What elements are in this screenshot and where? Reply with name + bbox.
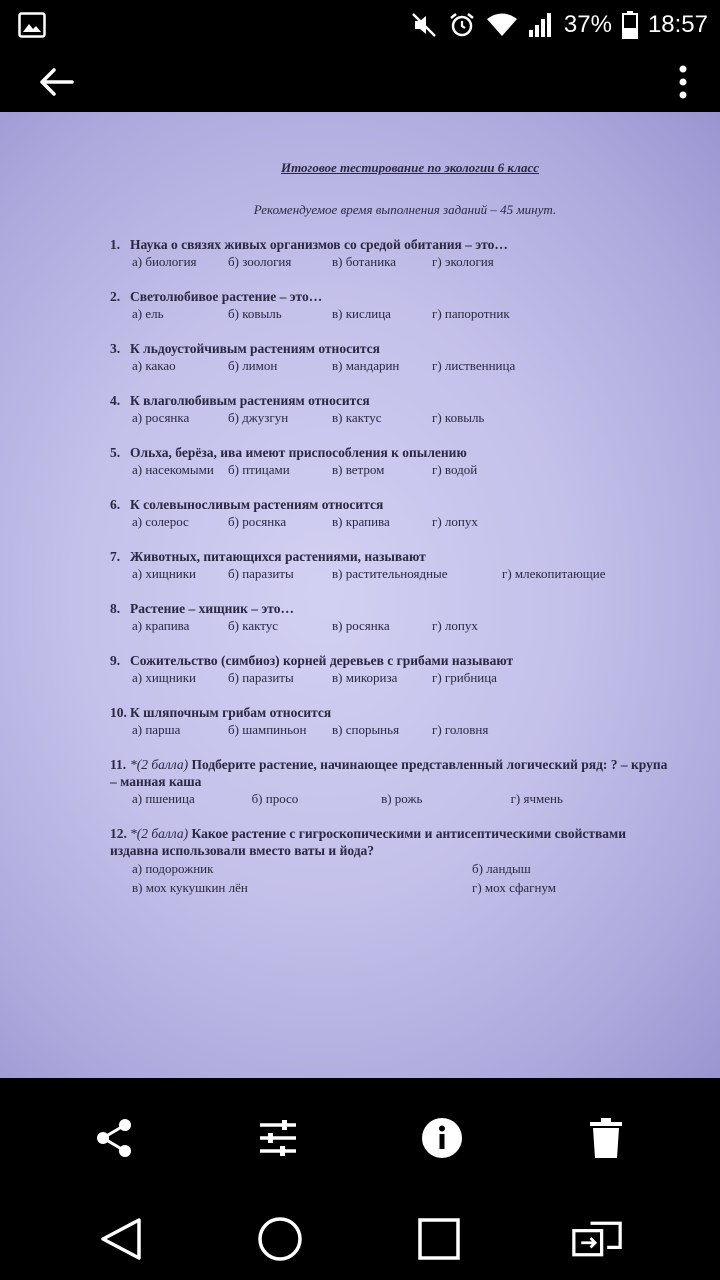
question-text [110, 548, 670, 565]
question-number: 1. [110, 237, 121, 252]
answer-option: в) рожь [381, 791, 423, 806]
mute-icon [410, 11, 438, 39]
nav-home-button[interactable] [255, 1214, 305, 1264]
more-vert-icon [678, 64, 688, 100]
question-number: 3. [110, 341, 121, 356]
answer-options [110, 565, 670, 582]
question-number: 5. [110, 445, 121, 460]
delete-button[interactable] [582, 1114, 630, 1162]
question-number: 12. [110, 826, 127, 841]
answer-option: г) млекопитающие [502, 566, 606, 581]
question-text [110, 652, 670, 669]
document-title: Итоговое тестирование по экологии 6 класс [281, 160, 539, 175]
answer-option: а) крапива [132, 618, 190, 633]
question-number: 4. [110, 393, 121, 408]
answer-option: а) насекомыми [132, 462, 214, 477]
answer-option: г) ковыль [432, 410, 485, 425]
question-body: Растение – хищник – это… [130, 601, 294, 616]
answer-option: в) кактус [332, 410, 382, 425]
question-3 [110, 340, 670, 374]
question-points: *(2 балла) [130, 826, 189, 841]
question-body: Животных, питающихся растениями, называют [130, 549, 426, 564]
answer-option: а) биология [132, 254, 197, 269]
question-text [110, 825, 670, 859]
answer-option: а) хищники [132, 566, 197, 581]
question-text [110, 340, 670, 357]
question-body: К шляпочным грибам относится [130, 705, 332, 720]
tune-icon [258, 1119, 298, 1157]
answer-option: г) ячмень [510, 791, 563, 806]
question-1 [110, 236, 670, 270]
answer-option: в) ботаника [332, 254, 397, 269]
question-text [110, 756, 670, 790]
answer-option: б) паразиты [228, 566, 294, 581]
question-text [110, 444, 670, 461]
document [110, 160, 670, 915]
question-number: 11. [110, 757, 127, 772]
photo-action-bar [0, 1078, 720, 1196]
question-body: Ольха, берёза, ива имеют приспособления к опылению [130, 445, 467, 460]
question-text [110, 704, 670, 721]
switch-apps-icon [572, 1220, 622, 1258]
clock: 18:57 [647, 11, 708, 38]
document-subtitle: Рекомендуемое время выполнения заданий – 45 минут. [253, 202, 557, 217]
test-sheet-photo [0, 112, 720, 1078]
image-icon [18, 12, 46, 38]
answer-option: а) хищники [132, 670, 197, 685]
answer-options [110, 859, 670, 897]
answer-option: в) микориза [332, 670, 398, 685]
answer-option: а) парша [132, 722, 181, 737]
answer-option: г) лопух [432, 618, 478, 633]
answer-option: в) росянка [332, 618, 390, 633]
question-7 [110, 548, 670, 582]
answer-option: а) подорожник [132, 861, 214, 876]
arrow-back-icon [38, 67, 74, 97]
signal-icon [528, 12, 554, 38]
question-number: 10. [110, 705, 127, 720]
answer-option: в) крапива [332, 514, 390, 529]
question-number: 9. [110, 653, 121, 668]
answer-options [110, 790, 670, 807]
answer-option: б) паразиты [228, 670, 294, 685]
nav-recents-button[interactable] [414, 1214, 464, 1264]
answer-options [110, 721, 670, 738]
answer-option: б) лимон [228, 358, 278, 373]
question-5 [110, 444, 670, 478]
answer-options [110, 513, 670, 530]
circle-home-icon [257, 1216, 303, 1262]
answer-options [110, 253, 670, 270]
trash-icon [589, 1118, 623, 1158]
question-body: Наука о связях живых организмов со средой обитания – это… [130, 237, 508, 252]
answer-options [110, 357, 670, 374]
share-button[interactable] [90, 1114, 138, 1162]
answer-option: в) ветром [332, 462, 385, 477]
more-options-button[interactable] [668, 60, 698, 104]
question-body: Какое растение с гигроскопическими и антисептическими свойствами издавна использовали вместо ваты и йода? [110, 826, 627, 858]
question-body: К влаголюбивым растениям относится [130, 393, 370, 408]
status-bar [0, 0, 720, 50]
app-bar [0, 50, 720, 112]
answer-option: г) грибница [432, 670, 497, 685]
question-body: Сожительство (симбиоз) корней деревьев с грибами называют [130, 653, 514, 668]
question-10 [110, 704, 670, 738]
question-body: К льдоустойчивым растениям относится [130, 341, 380, 356]
answer-option: г) водой [432, 462, 478, 477]
answer-option: в) мандарин [332, 358, 400, 373]
answer-option: г) мох сфагнум [472, 880, 557, 895]
battery-percent: 37% [563, 11, 612, 38]
answer-option: а) ель [132, 306, 164, 321]
question-4 [110, 392, 670, 426]
battery-icon [622, 11, 638, 39]
question-8 [110, 600, 670, 634]
question-6 [110, 496, 670, 530]
question-text [110, 288, 670, 305]
answer-option: б) джузгун [228, 410, 289, 425]
question-body: Светолюбивое растение – это… [130, 289, 323, 304]
answer-option: б) птицами [228, 462, 290, 477]
answer-option: г) лиственница [432, 358, 516, 373]
nav-switch-button[interactable] [572, 1214, 622, 1264]
answer-option: б) ковыль [228, 306, 282, 321]
question-text [110, 236, 670, 253]
answer-options [110, 409, 670, 426]
edit-button[interactable] [254, 1114, 302, 1162]
question-11 [110, 756, 670, 807]
answer-option: г) лопух [432, 514, 478, 529]
answer-option: б) просо [251, 791, 299, 806]
question-number: 7. [110, 549, 121, 564]
questions-list [110, 236, 670, 897]
wifi-icon [486, 12, 518, 38]
answer-option: б) шампиньон [228, 722, 307, 737]
alarm-icon [448, 11, 476, 39]
answer-option: в) мох кукушкин лён [132, 880, 248, 895]
answer-option: в) спорынья [332, 722, 400, 737]
nav-back-button[interactable] [96, 1214, 146, 1264]
answer-option: в) кислица [332, 306, 391, 321]
navigation-bar [0, 1196, 720, 1280]
info-button[interactable] [418, 1114, 466, 1162]
answer-options [110, 669, 670, 686]
back-button[interactable] [30, 62, 82, 102]
question-9 [110, 652, 670, 686]
answer-option: г) головня [432, 722, 489, 737]
answer-option: г) экология [432, 254, 494, 269]
answer-option: а) пшеница [132, 791, 195, 806]
answer-option: а) росянка [132, 410, 190, 425]
triangle-back-icon [99, 1216, 143, 1262]
answer-option: а) солерос [132, 514, 189, 529]
answer-option: г) папоротник [432, 306, 510, 321]
answer-option: а) какао [132, 358, 176, 373]
question-text [110, 496, 670, 513]
answer-option: б) кактус [228, 618, 279, 633]
answer-options [110, 617, 670, 634]
question-number: 6. [110, 497, 121, 512]
question-number: 8. [110, 601, 121, 616]
share-icon [94, 1117, 134, 1159]
question-text [110, 600, 670, 617]
answer-options [110, 461, 670, 478]
question-body: Подберите растение, начинающее представленный логический ряд: ? – крупа – манная каша [110, 757, 668, 789]
square-recents-icon [417, 1217, 461, 1261]
question-body: К солевыносливым растениям относится [130, 497, 384, 512]
answer-option: б) росянка [228, 514, 287, 529]
answer-options [110, 305, 670, 322]
info-icon [421, 1117, 463, 1159]
answer-option: б) ландыш [472, 861, 531, 876]
question-text [110, 392, 670, 409]
question-2 [110, 288, 670, 322]
answer-option: в) растительноядные [332, 566, 448, 581]
answer-option: б) зоология [228, 254, 292, 269]
question-points: *(2 балла) [130, 757, 189, 772]
question-12 [110, 825, 670, 897]
question-number: 2. [110, 289, 121, 304]
photo-viewer[interactable] [0, 112, 720, 1078]
